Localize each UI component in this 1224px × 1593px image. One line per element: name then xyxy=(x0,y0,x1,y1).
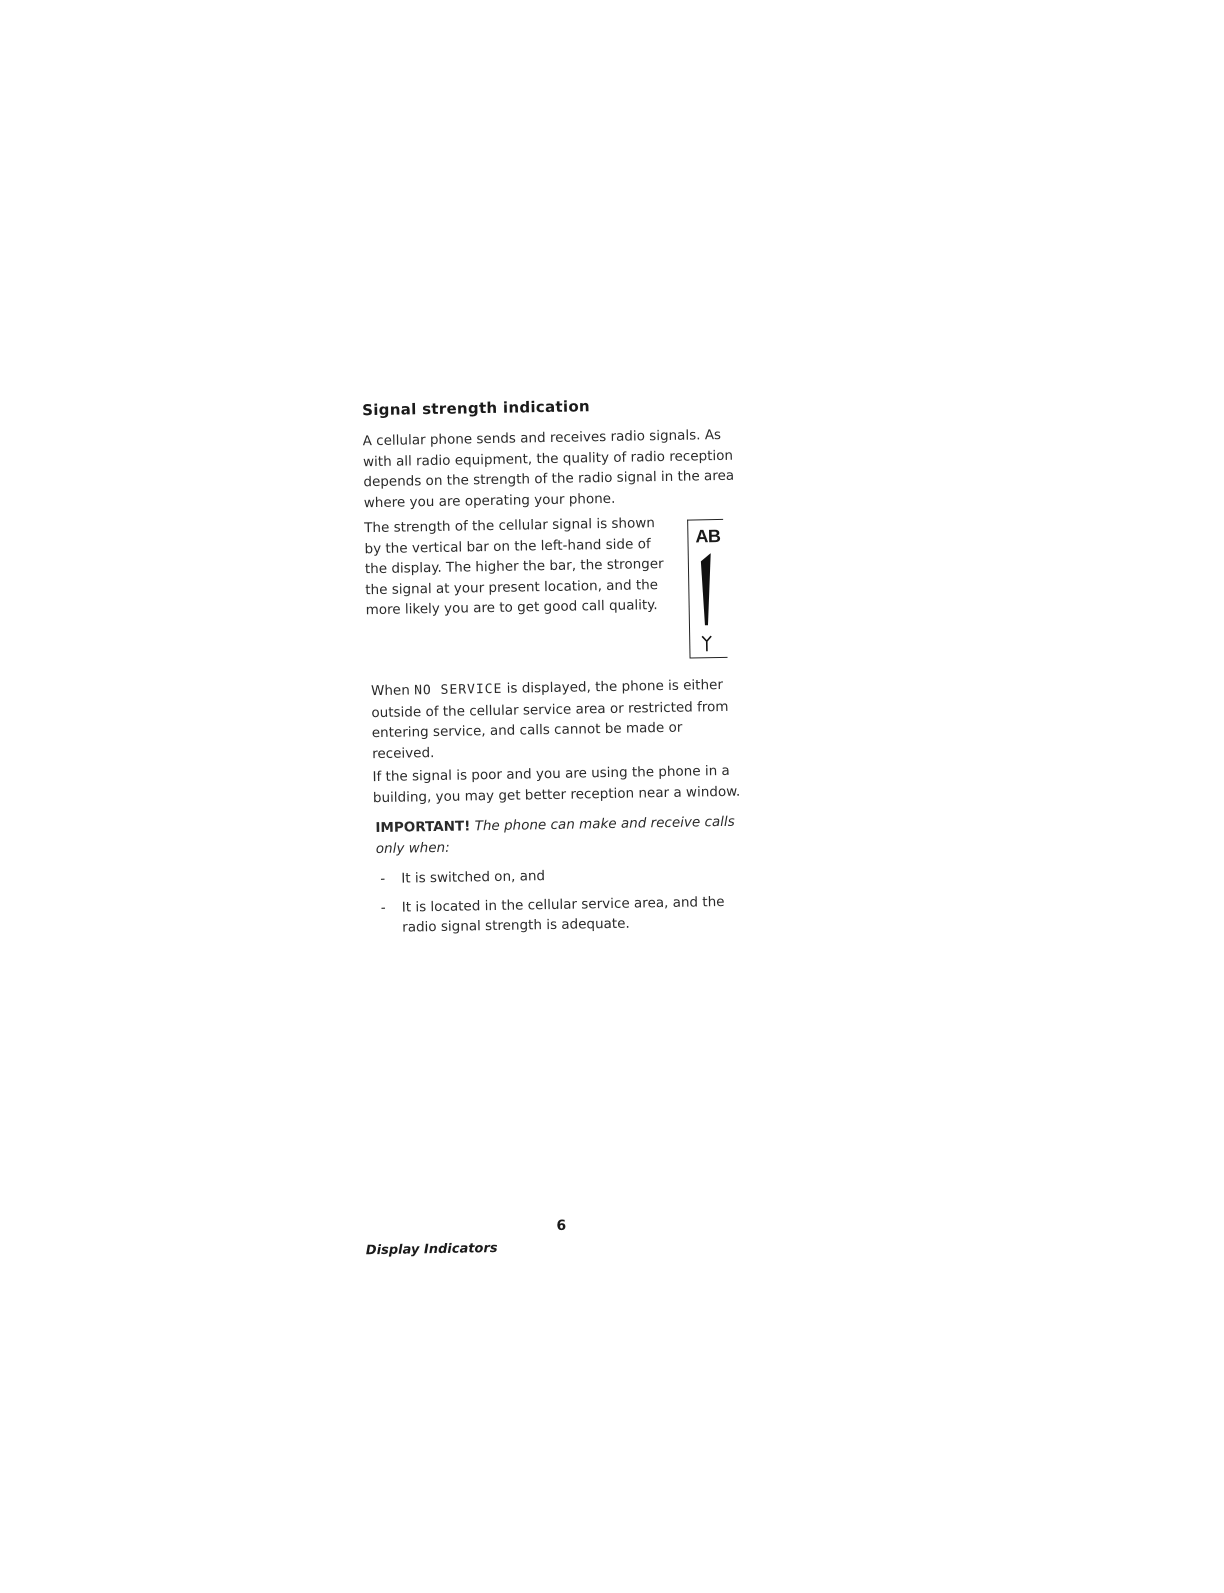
footer-section-title: Display Indicators xyxy=(366,1241,498,1258)
important-note xyxy=(375,812,748,859)
list-dash: - xyxy=(381,897,386,918)
page-number: 6 xyxy=(556,1218,566,1234)
no-service-paragraph xyxy=(371,675,744,764)
list-item-text: It is switched on, and xyxy=(401,868,545,887)
signal-bar-paragraph: The strength of the cellular signal is shown by the vertical bar on the left-hand side of the display. The higher the bar, the stronger the signal at your present location, and the more likely you are to get good call quality. xyxy=(364,513,671,621)
no-service-after: is displayed, the phone is either outside of the cellular service area or restricted from entering service, and calls cannot be made or received. xyxy=(371,677,728,762)
conditions-list xyxy=(376,863,749,947)
display-signal-indicator xyxy=(687,519,729,658)
list-dash: - xyxy=(380,869,385,890)
no-service-code: NO SERVICE xyxy=(414,682,503,699)
section-heading: Signal strength indication xyxy=(362,397,590,419)
list-item-text: It is located in the cellular service area, and the radio signal strength is adequate. xyxy=(402,893,725,935)
display-frame-top xyxy=(687,519,723,521)
signal-bar-fill xyxy=(701,553,712,625)
display-frame-bottom xyxy=(690,657,728,659)
important-text: The phone can make and receive calls only when: xyxy=(376,814,735,857)
poor-signal-paragraph: If the signal is poor and you are using the phone in a building, you may get better reception near a window. xyxy=(372,760,753,808)
no-service-before: When xyxy=(371,682,414,699)
list-item xyxy=(377,891,750,938)
display-frame-left xyxy=(687,520,690,658)
signal-strength-bar xyxy=(693,553,725,654)
list-item xyxy=(376,863,748,890)
display-mode-label: AB xyxy=(695,526,720,547)
antenna-icon xyxy=(702,636,711,651)
important-label: IMPORTANT! xyxy=(375,818,470,836)
intro-paragraph: A cellular phone sends and receives radio signals. As with all radio equipment, the quality of radio reception depends on the strength of the radio signal in the area where you are operating your phone. xyxy=(363,425,736,513)
